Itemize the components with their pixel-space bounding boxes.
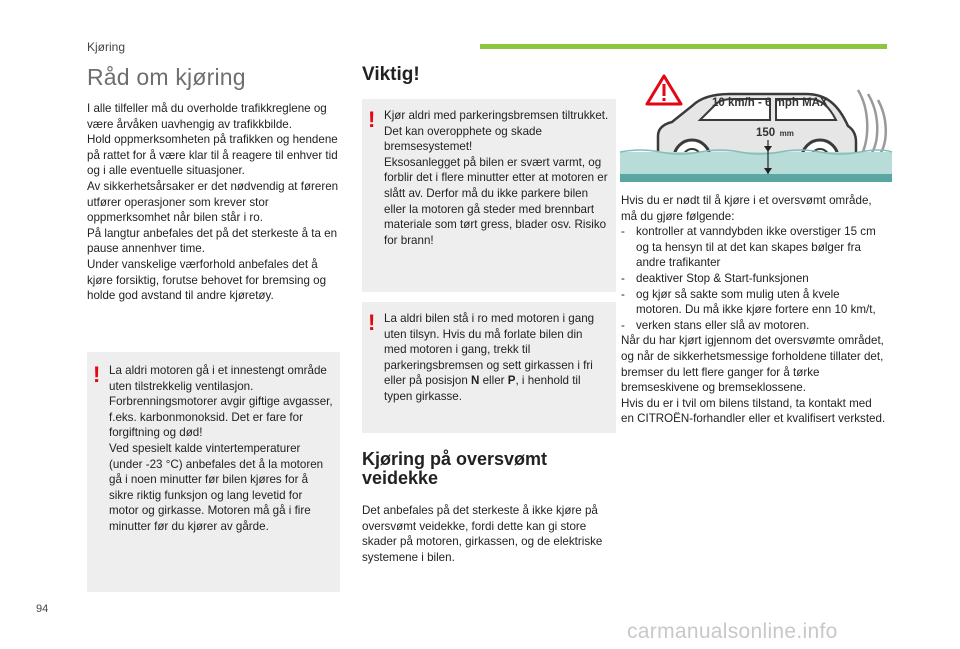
intro-paragraph: Av sikkerhetsårsaker er det nødvendig at føreren utfører operasjoner som krever stor oppmerksomhet når bilen står i ro. xyxy=(87,179,339,225)
intro-paragraph: Under vanskelige værforhold anbefales det å kjøre forsiktig, forutse behovet for bremsing og holde god avstand til andre kjøretøy. xyxy=(87,257,327,303)
list-item: - og kjør så sakte som mulig uten å kvele motoren. Du må ikke kjøre fortere enn 10 km/t, xyxy=(621,287,886,318)
intro-paragraph: På langtur anbefales det på det sterkeste å ta en pause annenhver time. xyxy=(87,226,338,256)
list-item: - deaktiver Stop & Start-funksjonen xyxy=(621,271,809,285)
warning-text xyxy=(384,311,606,405)
warning-paragraph: Eksosanlegget på bilen er svært varmt, og forblir det i flere minutter etter at motoren er slått av. Derfor må du ikke parkere bilen eller la motoren gå steder med brennbart materiale som tørt gress, blader osv. Risiko for brann! xyxy=(384,155,608,247)
flood-heading: Kjøring på oversvømt veidekke xyxy=(362,449,548,488)
section-accent-bar xyxy=(480,44,887,49)
page-number: 94 xyxy=(36,603,49,615)
after-paragraph: Hvis du er i tvil om bilens tilstand, ta kontakt med en CITROËN-forhandler eller et kvalifisert verksted. xyxy=(621,396,886,426)
water-depth-value: 150 xyxy=(756,127,776,139)
speed-limit-label: 10 km/h - 6 mph MAX xyxy=(712,97,828,109)
intro-paragraph: Hold oppmerksomheten på trafikken og hendene på rattet for å være klar til å reagere til enhver tid og i alle eventuelle situasjoner. xyxy=(87,133,338,178)
watermark: carmanualsonline.info xyxy=(627,620,838,643)
flood-driving-illustration xyxy=(620,70,892,182)
section-label: Kjøring xyxy=(87,40,126,54)
warning-paragraph: La aldri motoren gå i et innestengt område uten tilstrekkelig ventilasjon. Forbrenningsmotorer avgir giftige avgasser, f.eks. karbonmonoksid. Det er fare for forgiftning og død! xyxy=(109,364,333,440)
warning-text-part: eller xyxy=(479,374,508,388)
gear-position-n: N xyxy=(471,374,480,388)
intro-text xyxy=(87,101,345,304)
warning-triangle-icon xyxy=(647,76,681,104)
list-item: - verken stans eller slå av motoren. xyxy=(621,318,810,332)
warning-text xyxy=(109,363,334,535)
warning-paragraph: Kjør aldri med parkeringsbremsen tiltrukket. Det kan overopphete og skade bremsesystemet! xyxy=(384,109,609,154)
warning-paragraph: Ved spesielt kalde vintertemperaturer (under -23 °C) anbefales det å la motoren gå i noen minutter før bilen kjøres for å sikre riktig funksjon og lang levetid for motor og girkasse. Motoren må gå i fire minutter før du kjører av gårde. xyxy=(109,441,324,533)
list-item-text: deaktiver Stop & Start-funksjonen xyxy=(636,271,809,285)
warning-text-part: , i henhold til typen girkasse. xyxy=(384,374,581,403)
warning-text xyxy=(384,108,612,248)
warning-exclamation-icon: ! xyxy=(93,362,101,387)
page-title: Råd om kjøring xyxy=(87,64,246,90)
water-depth-unit: mm xyxy=(779,129,794,138)
flood-instructions xyxy=(621,193,886,427)
warning-box-parking-brake xyxy=(362,99,616,292)
gear-position-p: P xyxy=(507,374,516,388)
list-item-text: og kjør så sakte som mulig uten å kvele motoren. Du må ikke kjøre fortere enn 10 km/t, xyxy=(636,287,876,317)
warning-box-ventilation xyxy=(87,352,340,592)
motion-lines xyxy=(858,90,886,158)
list-item-text: verken stans eller slå av motoren. xyxy=(636,318,810,332)
after-paragraph: Når du har kjørt igjennom det oversvømte området, og når de sikkerhetsmessige forholdene tillater det, bremser du lett flere ganger for å tørke bremseskivene og bremseklossene. xyxy=(621,334,884,395)
list-item: - kontroller at vanndybden ikke overstiger 15 cm og ta hensyn til at det kan skapes bølger fra andre trafikanter xyxy=(621,224,886,271)
instructions-intro: Hvis du er nødt til å kjøre i et oversvømt område, må du gjøre følgende: xyxy=(621,194,872,223)
warning-exclamation-icon: ! xyxy=(368,310,376,335)
water-area xyxy=(620,150,892,182)
list-item-text: kontroller at vanndybden ikke overstiger 15 cm og ta hensyn til at det kan skapes bølger fra andre trafikanter xyxy=(636,225,876,270)
flood-text: Det anbefales på det sterkeste å ikke kjøre på oversvømt veidekke, fordi dette kan gi store skader på motoren, girkassen, og de elektriske systemene i bilen. xyxy=(362,504,603,564)
warning-text-part: La aldri bilen stå i ro med motoren i gang uten tilsyn. Hvis du må forlate bilen din med motoren i gang, trekk til parkeringsbremsen og sett girkassen i fri eller på posisjon xyxy=(384,312,595,388)
important-heading: Viktig! xyxy=(362,64,420,85)
warning-exclamation-icon: ! xyxy=(368,107,376,132)
water-depth-label xyxy=(756,123,794,141)
warning-box-unattended xyxy=(362,302,616,433)
intro-paragraph: I alle tilfeller må du overholde trafikkreglene og være årvåken uavhengig av trafikkbilde. xyxy=(87,102,327,131)
